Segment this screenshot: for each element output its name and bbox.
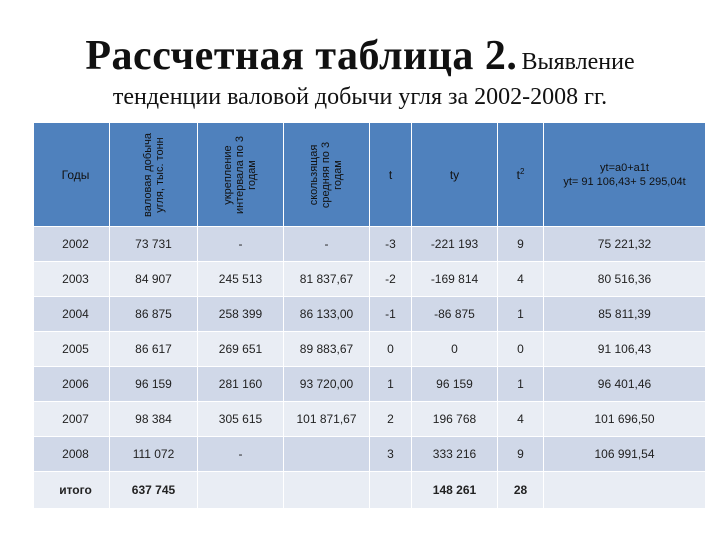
cell-t2: 9 [498, 227, 544, 262]
header-moving-line1: скользящая [308, 144, 321, 205]
cell-gross: 111 072 [110, 437, 198, 472]
cell-gross: 86 875 [110, 297, 198, 332]
cell-enlarge: 305 615 [198, 402, 284, 437]
cell-gross: 86 617 [110, 332, 198, 367]
cell-enlarge: 281 160 [198, 367, 284, 402]
table-row [34, 402, 706, 437]
header-t: t [370, 123, 412, 227]
cell-t: 1 [370, 367, 412, 402]
cell-t: -3 [370, 227, 412, 262]
table-total-row [34, 472, 706, 509]
cell-gross: 84 907 [110, 262, 198, 297]
title-main-bold: Рассчетная таблица 2. [85, 33, 518, 79]
header-enlarge-line2: интервала по 3 [234, 135, 247, 214]
cell-year: 2008 [34, 437, 110, 472]
total-t-empty [370, 472, 412, 509]
header-trend [544, 123, 706, 227]
cell-moving: - [284, 227, 370, 262]
cell-enlarge: 269 651 [198, 332, 284, 367]
cell-moving: 81 837,67 [284, 262, 370, 297]
cell-t2: 4 [498, 262, 544, 297]
cell-yt: 101 696,50 [544, 402, 706, 437]
table-row [34, 332, 706, 367]
cell-t: 3 [370, 437, 412, 472]
cell-year: 2005 [34, 332, 110, 367]
cell-moving [284, 437, 370, 472]
calculation-table [33, 122, 706, 509]
cell-yt: 106 991,54 [544, 437, 706, 472]
header-t-squared [498, 123, 544, 227]
cell-ty: -86 875 [412, 297, 498, 332]
total-label: итого [34, 472, 110, 509]
cell-moving: 101 871,67 [284, 402, 370, 437]
cell-t2: 4 [498, 402, 544, 437]
cell-yt: 75 221,32 [544, 227, 706, 262]
cell-ty: -221 193 [412, 227, 498, 262]
page-subtitle: тенденции валовой добычи угля за 2002-2008 гг. [112, 84, 608, 110]
total-gross: 637 745 [110, 472, 198, 509]
total-moving-empty [284, 472, 370, 509]
cell-yt: 85 811,39 [544, 297, 706, 332]
cell-enlarge: - [198, 227, 284, 262]
cell-t2: 1 [498, 297, 544, 332]
cell-gross: 73 731 [110, 227, 198, 262]
cell-gross: 96 159 [110, 367, 198, 402]
cell-ty: -169 814 [412, 262, 498, 297]
cell-moving: 86 133,00 [284, 297, 370, 332]
cell-ty: 196 768 [412, 402, 498, 437]
header-t2-base: t [516, 168, 520, 182]
header-yt-line1: yt=a0+a1t [600, 161, 649, 174]
table-row [34, 297, 706, 332]
cell-enlarge: 258 399 [198, 297, 284, 332]
header-moving-line2: средняя по 3 [320, 141, 333, 208]
cell-ty: 96 159 [412, 367, 498, 402]
header-interval-enlargement [198, 123, 284, 227]
cell-moving: 93 720,00 [284, 367, 370, 402]
header-gross-line2: угля, тыс. тонн [153, 136, 166, 213]
cell-enlarge: 245 513 [198, 262, 284, 297]
cell-enlarge: - [198, 437, 284, 472]
header-ty: ty [412, 123, 498, 227]
table-row [34, 437, 706, 472]
header-gross-line1: валовая добыча [141, 132, 154, 217]
header-enlarge-line1: укрепление [222, 144, 235, 205]
header-gross-output [110, 123, 198, 227]
header-yt-line2: yt= 91 106,43+ 5 295,04t [563, 175, 686, 188]
cell-gross: 98 384 [110, 402, 198, 437]
total-yt-empty [544, 472, 706, 509]
cell-t2: 0 [498, 332, 544, 367]
page-title [0, 32, 720, 80]
header-years: Годы [34, 123, 110, 227]
cell-year: 2002 [34, 227, 110, 262]
total-t2: 28 [498, 472, 544, 509]
header-moving-average [284, 123, 370, 227]
cell-t: 0 [370, 332, 412, 367]
table-row [34, 367, 706, 402]
table-row [34, 227, 706, 262]
cell-year: 2006 [34, 367, 110, 402]
cell-t: -2 [370, 262, 412, 297]
table-row [34, 262, 706, 297]
title-main-rest: Выявление [521, 49, 635, 75]
cell-year: 2007 [34, 402, 110, 437]
cell-yt: 91 106,43 [544, 332, 706, 367]
cell-t2: 1 [498, 367, 544, 402]
total-enlarge-empty [198, 472, 284, 509]
cell-year: 2003 [34, 262, 110, 297]
table-header-row [34, 123, 706, 227]
cell-moving: 89 883,67 [284, 332, 370, 367]
header-t2-sup: 2 [519, 167, 525, 176]
cell-t2: 9 [498, 437, 544, 472]
cell-ty: 333 216 [412, 437, 498, 472]
cell-t: -1 [370, 297, 412, 332]
total-ty: 148 261 [412, 472, 498, 509]
header-moving-line3: годам [332, 159, 345, 190]
cell-year: 2004 [34, 297, 110, 332]
cell-t: 2 [370, 402, 412, 437]
cell-ty: 0 [412, 332, 498, 367]
cell-yt: 96 401,46 [544, 367, 706, 402]
header-enlarge-line3: годам [246, 159, 259, 190]
cell-yt: 80 516,36 [544, 262, 706, 297]
